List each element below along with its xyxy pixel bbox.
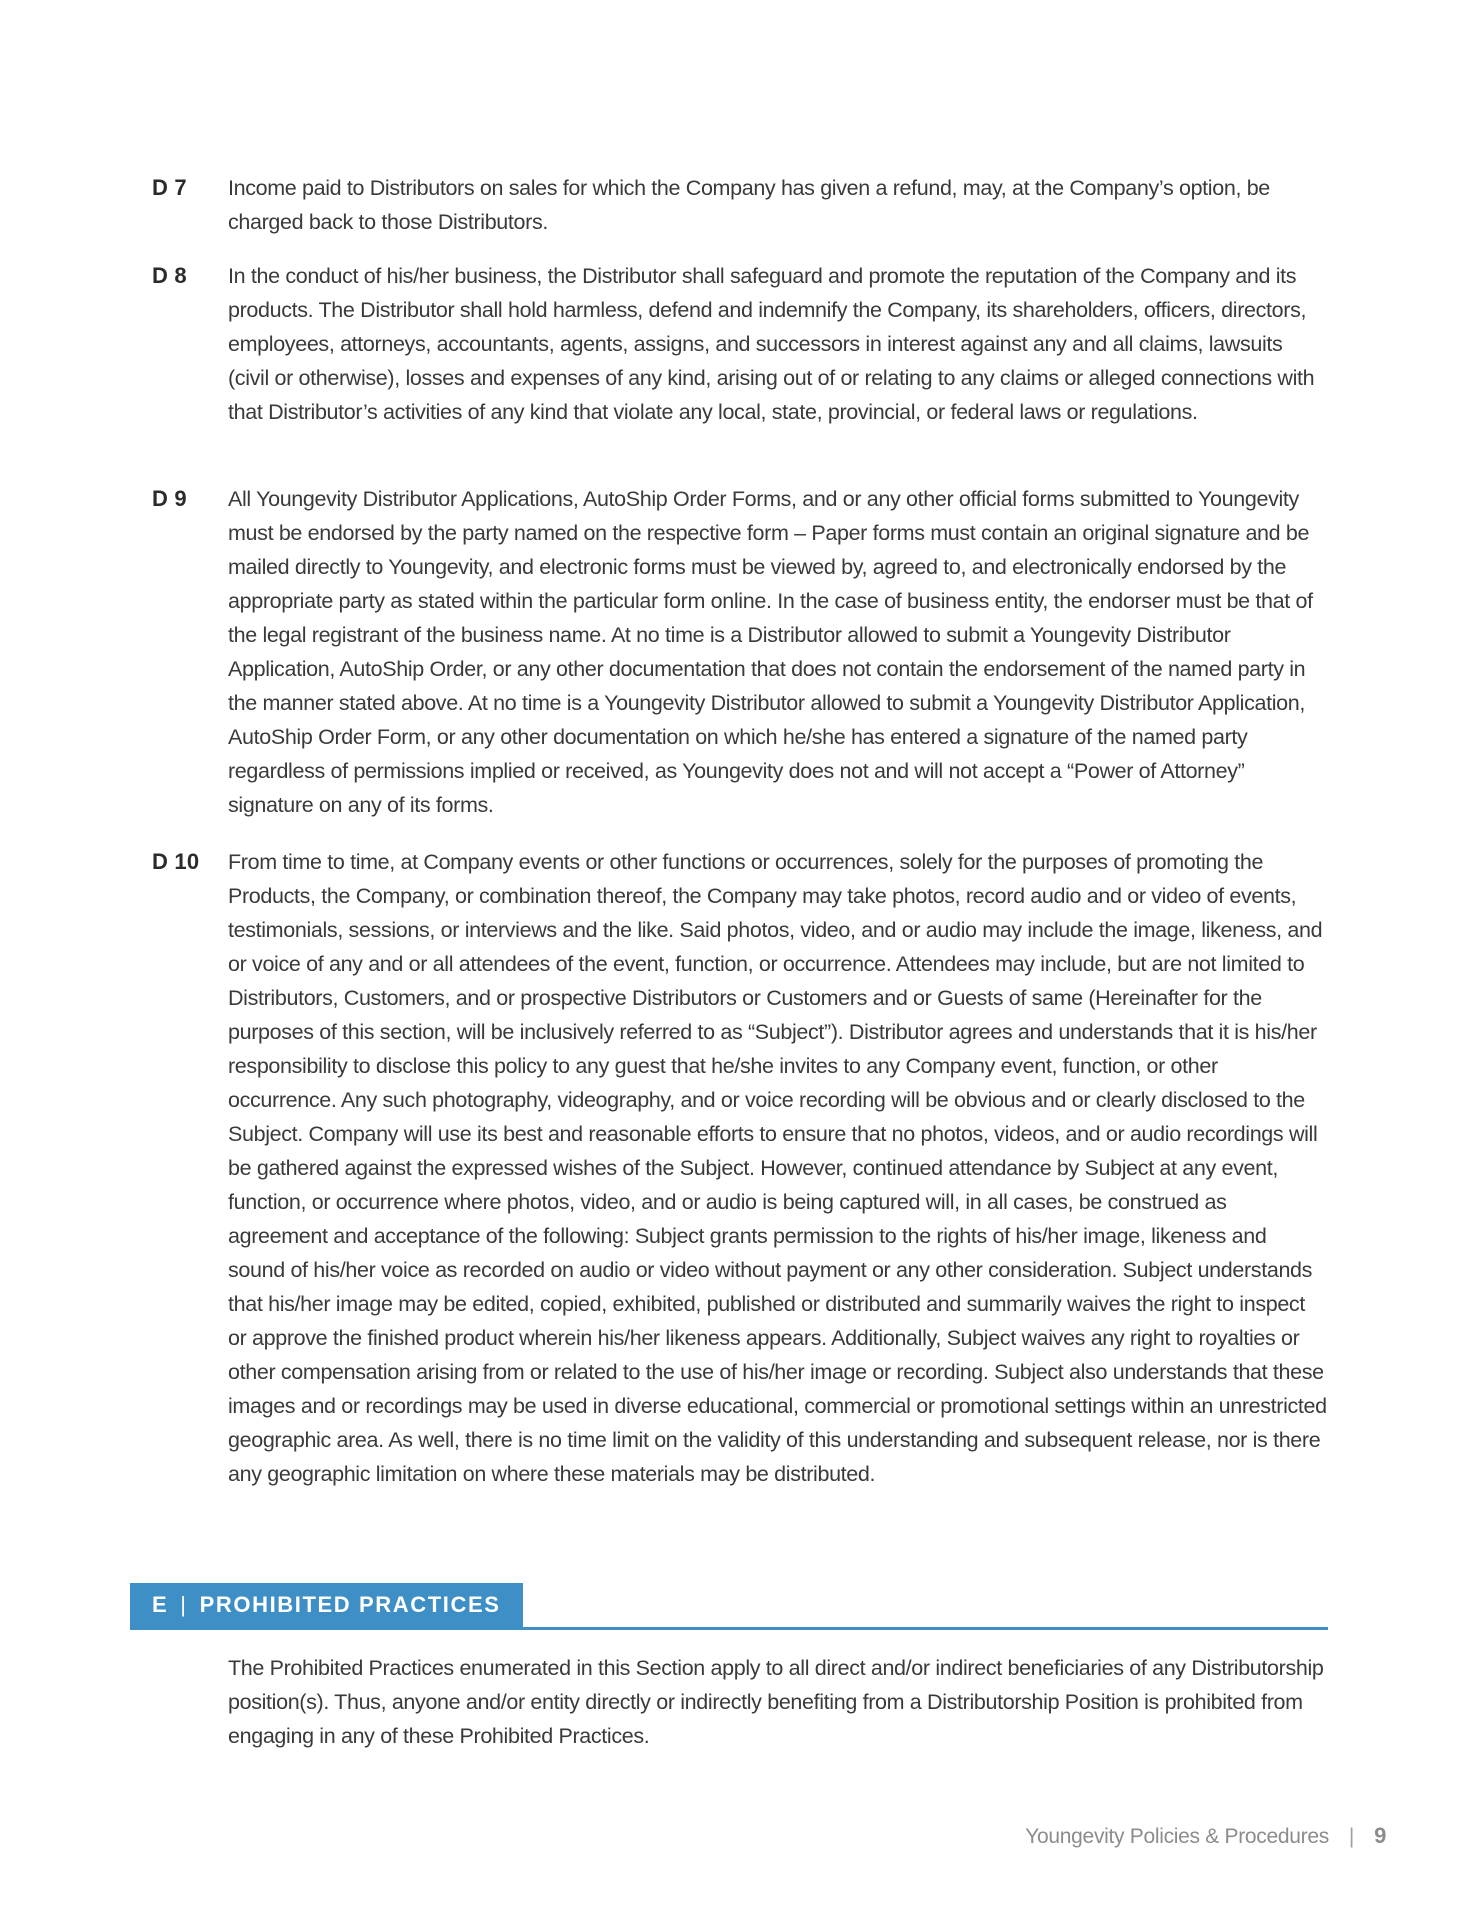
section-separator: |: [180, 1592, 188, 1617]
clause-label: D 9: [152, 486, 187, 511]
clause-d7: [152, 171, 1328, 239]
section-rule: [130, 1627, 1328, 1630]
section-letter: E: [152, 1592, 169, 1617]
footer-title: Youngevity Policies & Procedures: [1025, 1825, 1329, 1848]
page-number: 9: [1374, 1823, 1386, 1848]
clause-label: D 7: [152, 175, 187, 200]
clause-d8: [152, 259, 1328, 429]
page-footer: [1025, 1820, 1386, 1853]
clause-text: From time to time, at Company events or other functions or occurrences, solely for the purposes of promoting the Products, the Company, or combination thereof, the Company may take photos, record audio and or video of events, testimonials, sessions, or interviews and the like. Said photos, video, and or audio may include the image, likeness, and or voice of any and or all attendees of the event, function, or occurrence. Attendees may include, but are not limited to Distributors, Customers, and or prospective Distributors or Customers and or Guests of same (Hereinafter for the purposes of this section, will be inclusively referred to as “Subject”). Distributor agrees and understands that it is his/her responsibility to disclose this policy to any guest that he/she invites to any Company event, function, or other occurrence. Any such photography, videography, and or voice recording will be obvious and or clearly disclosed to the Subject. Company will use its best and reasonable efforts to ensure that no photos, videos, and or audio recordings will be gathered against the expressed wishes of the Subject. However, continued attendance by Subject at any event, function, or occurrence where photos, video, and or audio is being captured will, in all cases, be construed as agreement and acceptance of the following: Subject grants permission to the rights of his/her image, likeness and sound of his/her voice as recorded on audio or video without payment or any other consideration. Subject understands that his/her image may be edited, copied, exhibited, published or distributed and summarily waives the right to inspect or approve the finished product wherein his/her likeness appears. Additionally, Subject waives any right to royalties or other compensation arising from or related to the use of his/her image or recording. Subject also understands that these images and or recordings may be used in diverse educational, commercial or promotional settings within an unrestricted geographic area. As well, there is no time limit on the validity of this understanding and subsequent release, nor is there any geographic limitation on where these materials may be distributed.: [228, 850, 1327, 1486]
footer-separator: |: [1348, 1825, 1355, 1848]
section-header-e: [130, 1583, 1328, 1631]
section-title-box: [130, 1583, 523, 1627]
clause-text: Income paid to Distributors on sales for which the Company has given a refund, may, at the Company’s option, be charged back to those Distributors.: [228, 176, 1270, 234]
section-intro: The Prohibited Practices enumerated in this Section apply to all direct and/or indirect beneficiaries of any Distributorship position(s). Thus, anyone and/or entity directly or indirectly benefiting from a Distributorship Position is prohibited from engaging in any of these Prohibited Practices.: [228, 1656, 1324, 1748]
clause-d9: [152, 482, 1328, 822]
clause-label: D 8: [152, 263, 187, 288]
clause-text: In the conduct of his/her business, the Distributor shall safeguard and promote the reputation of the Company and its products. The Distributor shall hold harmless, defend and indemnify the Company, its shareholders, officers, directors, employees, attorneys, accountants, agents, assigns, and successors in interest against any and all claims, lawsuits (civil or otherwise), losses and expenses of any kind, arising out of or relating to any claims or alleged connections with that Distributor’s activities of any kind that violate any local, state, provincial, or federal laws or regulations.: [228, 264, 1315, 424]
clause-label: D 10: [152, 849, 200, 874]
section-title: PROHIBITED PRACTICES: [199, 1592, 501, 1617]
clause-text: All Youngevity Distributor Applications, AutoShip Order Forms, and or any other official forms submitted to Youngevity must be endorsed by the party named on the respective form – Paper forms must contain an original signature and be mailed directly to Youngevity, and electronic forms must be viewed by, agreed to, and electronically endorsed by the appropriate party as stated within the particular form online. In the case of business entity, the endorser must be that of the legal registrant of the business name. At no time is a Distributor allowed to submit a Youngevity Distributor Application, AutoShip Order, or any other documentation that does not contain the endorsement of the named party in the manner stated above. At no time is a Youngevity Distributor allowed to submit a Youngevity Distributor Application, AutoShip Order Form, or any other documentation on which he/she has entered a signature of the named party regardless of permissions implied or received, as Youngevity does not and will not accept a “Power of Attorney” signature on any of its forms.: [228, 487, 1313, 817]
clause-d10: [152, 845, 1328, 1491]
